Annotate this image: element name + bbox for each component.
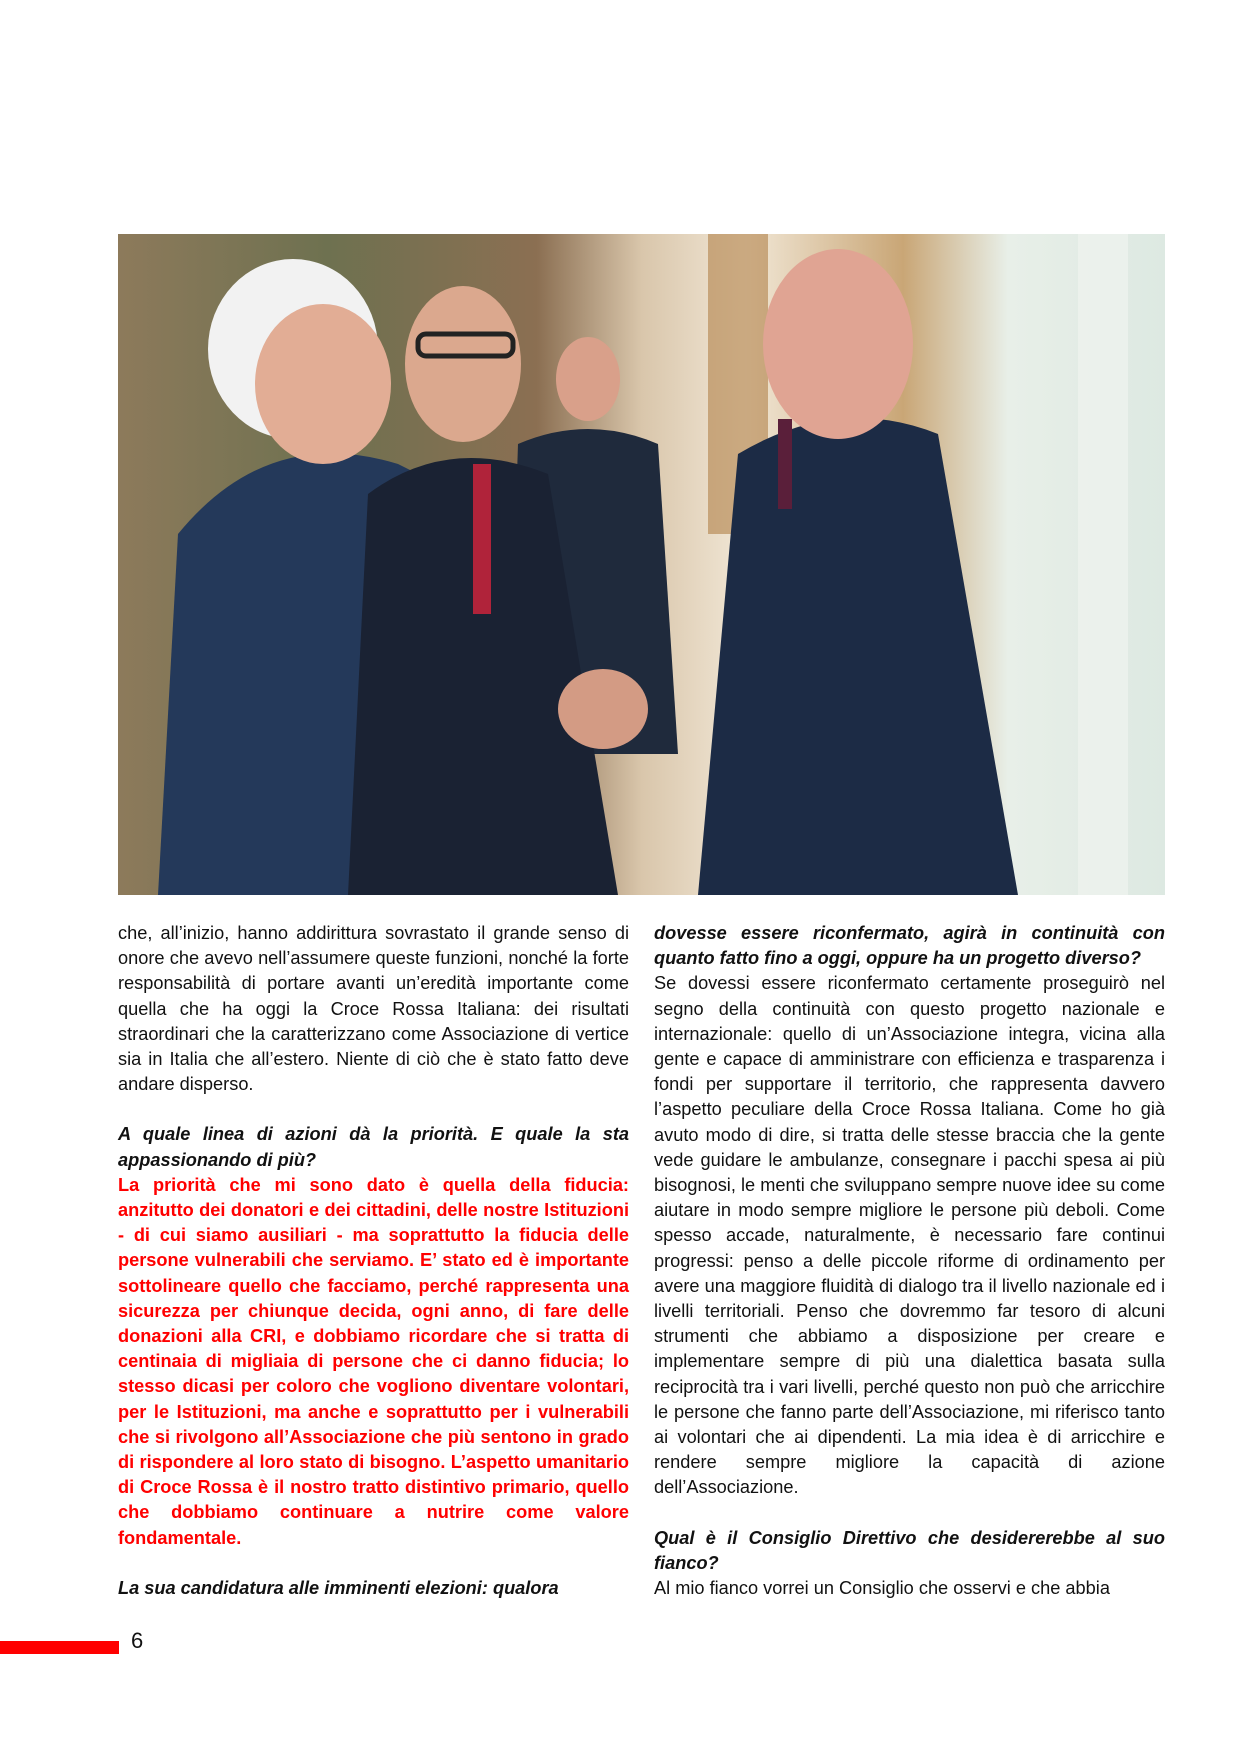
wall-pilaster [1078, 234, 1128, 895]
question-2-end: dovesse essere riconfermato, agirà in continuità con quanto fatto fino a oggi, oppure ha un progetto diverso? [654, 923, 1165, 969]
answer-1-highlight: La priorità che mi sono dato è quella della fiducia: anzitutto dei donatori e dei cittadini, delle nostre Istituzioni - di cui siamo ausiliari - ma soprattutto la fiducia delle persone vulnerabili che serviamo. E’ stato ed è importante sottolineare quello che facciamo, perché rappresenta una sicurezza per chiunque decida, ogni anno, di fare delle donazioni alla CRI, e dobbiamo ricordare che si tratta di centinaia di migliaia di persone che ci danno fiducia; lo stesso dicasi per coloro che vogliono diventare volontari, per le Istituzioni, ma anche e soprattutto per i vulnerabili che si rivolgono all’Associazione che più sentono in grado di rispondere al loro stato di bisogno. L’aspetto umanitario di Croce Rossa è il nostro tratto distintivo primario, quello che dobbiamo continuare a nutrire come valore fondamentale. [118, 1174, 629, 1548]
paragraph-gap [654, 1501, 1165, 1526]
paragraph-gap [118, 1551, 629, 1576]
page-number: 6 [131, 1628, 144, 1653]
question-3: Qual è il Consiglio Direttivo che desidererebbe al suo fianco? [654, 1527, 1165, 1573]
right-man-face [763, 249, 913, 439]
right-column [654, 921, 1165, 1601]
photo-illustration [118, 234, 1165, 895]
answer-3-start: Al mio fianco vorrei un Consiglio che osservi e che abbia [654, 1578, 1110, 1599]
question-1: A quale linea di azioni dà la priorità. E quale la sta appassionando di più? [118, 1124, 629, 1170]
middle-man-face [405, 286, 521, 442]
handshake [558, 669, 648, 749]
right-man-tie [778, 419, 792, 509]
article-photo [118, 234, 1165, 895]
left-man-face [255, 304, 391, 464]
left-column [118, 921, 629, 1601]
middle-man-tie [473, 464, 491, 614]
question-2-start: La sua candidatura alle imminenti elezioni: qualora [118, 1577, 559, 1598]
intro-paragraph: che, all’inizio, hanno addirittura sovrastato il grande senso di onore che avevo nell’assumere queste funzioni, nonché la forte responsabilità di portare avanti un’eredità importante come quella che ha oggi la Croce Rossa Italiana: dei risultati straordinari che la caratterizzano come Associazione di vertice sia in Italia che all’estero. Niente di ciò che è stato fatto deve andare disperso. [118, 923, 629, 1095]
footer-accent-bar [0, 1641, 119, 1654]
background-man-head [556, 337, 620, 421]
paragraph-gap [118, 1097, 629, 1122]
answer-2: Se dovessi essere riconfermato certamente proseguirò nel segno della continuità con questo progetto nazionale e internazionale: quello di un’Associazione integra, vicina alla gente e capace di amministrare con efficienza e trasparenza i fondi per supportare il territorio, che rappresenta davvero l’aspetto peculiare della Croce Rossa Italiana. Come ho già avuto modo di dire, si tratta delle stesse braccia che la gente vede guidare le ambulanze, consegnare i pacchi spesa ai più bisognosi, le menti che sviluppano sempre nuove idee su come aiutare in modo sempre migliore le persone più deboli. Come spesso accade, naturalmente, è necessario fare continui progressi: penso a delle piccole riforme di ordinamento per avere una maggiore fluidità di dialogo tra il livello nazionale ed i livelli territoriali. Penso che dovremmo far tesoro di alcuni strumenti che abbiamo a disposizione per creare e implementare sempre di più una dialettica basata sulla reciprocità tra i vari livelli, perché questo non può che arricchire le persone che fanno parte dell’Associazione, mi riferisco tanto ai volontari che ai dipendenti. La mia idea è di arricchire e rendere sempre migliore la capacità di azione dell’Associazione. [654, 973, 1165, 1498]
